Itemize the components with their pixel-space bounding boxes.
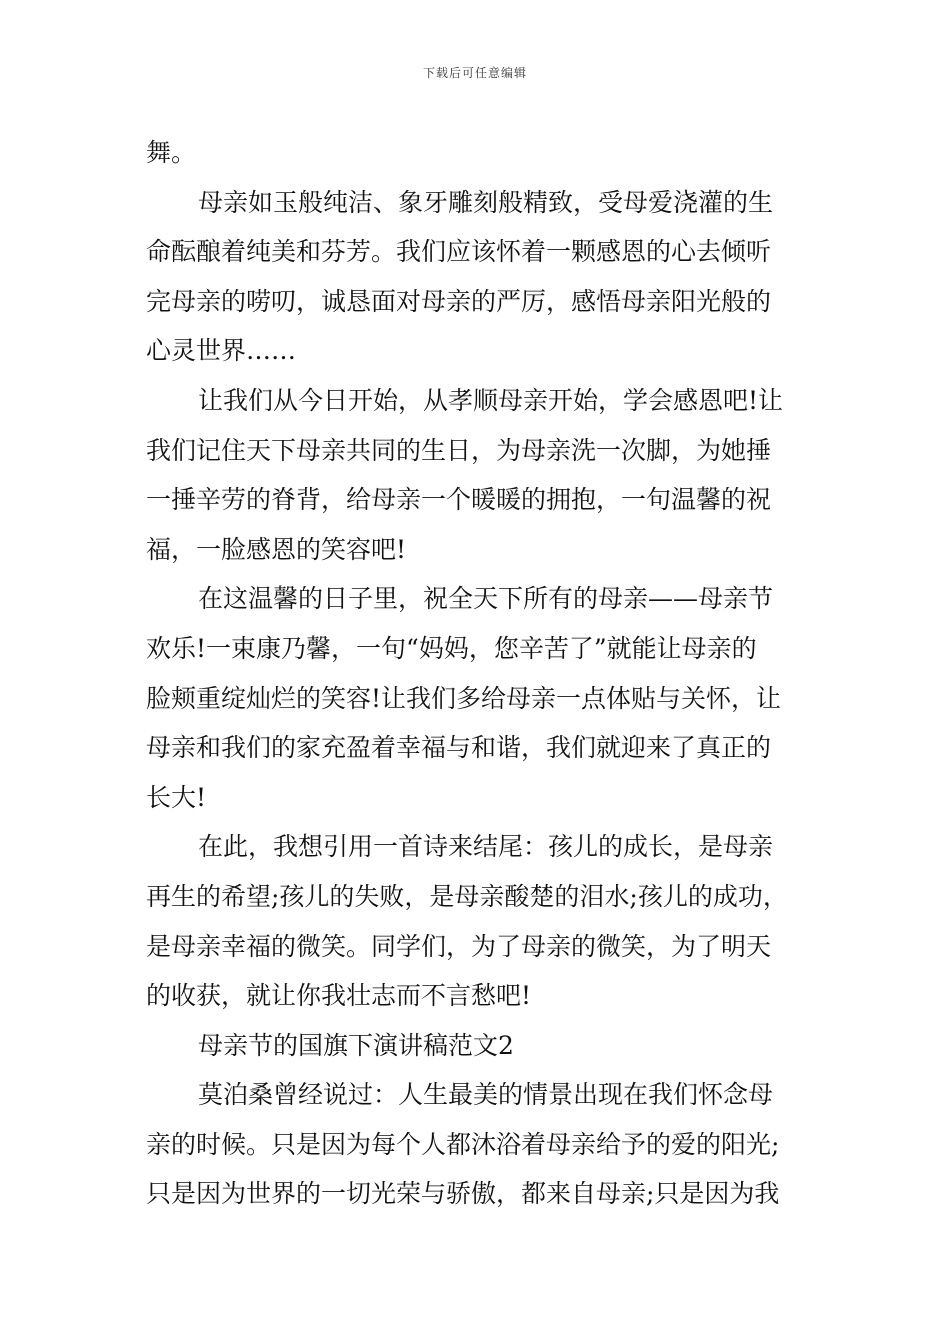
text-line: 的收获，就让你我壮志而不言愁吧! <box>146 981 532 1011</box>
text-line: 脸颊重绽灿烂的笑容!让我们多给母亲一点体贴与关怀，让 <box>146 683 782 713</box>
text-line: 亲的时候。只是因为每个人都沐浴着母亲给予的爱的阳光; <box>146 1129 780 1159</box>
text-line: 完母亲的唠叨，诚恳面对母亲的严厉，感悟母亲阳光般的 <box>146 286 772 316</box>
document-body <box>146 128 816 1219</box>
text-line: 心灵世界…… <box>146 336 297 366</box>
text-line: 在这温馨的日子里，祝全天下所有的母亲——母亲节 <box>198 584 774 614</box>
text-line: 是母亲幸福的微笑。同学们，为了母亲的微笑，为了明天 <box>146 931 772 961</box>
text-line: 母亲如玉般纯洁、象牙雕刻般精致，受母爱浇灌的生 <box>198 187 774 217</box>
text-line: 莫泊桑曾经说过：人生最美的情景出现在我们怀念母 <box>198 1080 774 1110</box>
text-line: 我们记住天下母亲共同的生日，为母亲洗一次脚，为她捶 <box>146 435 772 465</box>
text-line: 母亲节的国旗下演讲稿范文2 <box>198 1030 514 1060</box>
text-line: 在此，我想引用一首诗来结尾：孩儿的成长，是母亲 <box>198 832 774 862</box>
text-line: 福，一脸感恩的笑容吧! <box>146 534 407 564</box>
text-line: 只是因为世界的一切光荣与骄傲，都来自母亲;只是因为我 <box>146 1179 780 1209</box>
text-line: 欢乐!一束康乃馨，一句“妈妈，您辛苦了”就能让母亲的 <box>146 633 757 663</box>
text-line: 母亲和我们的家充盈着幸福与和谐，我们就迎来了真正的 <box>146 733 772 763</box>
text-line: 舞。 <box>146 138 197 167</box>
text-line: 再生的希望;孩儿的失败，是母亲酸楚的泪水;孩儿的成功， <box>146 881 788 911</box>
page-header: 下载后可任意编辑 <box>422 66 527 80</box>
text-line: 让我们从今日开始，从孝顺母亲开始，学会感恩吧!让 <box>198 385 784 415</box>
text-line: 命酝酿着纯美和芬芳。我们应该怀着一颗感恩的心去倾听 <box>146 237 772 267</box>
text-line: 一捶辛劳的脊背，给母亲一个暖暖的拥抱，一句温馨的祝 <box>146 485 772 515</box>
text-line: 长大! <box>146 782 207 812</box>
